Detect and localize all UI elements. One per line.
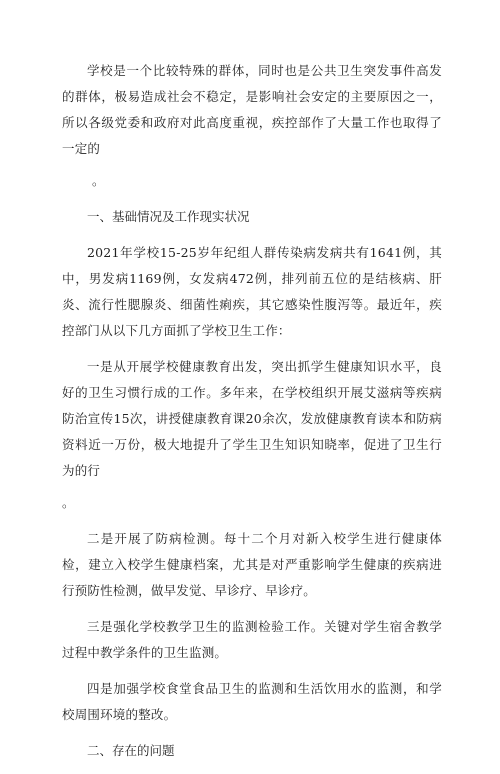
section-1-heading: 一、基础情况及工作现实状况 <box>87 209 250 224</box>
intro-paragraph: 学校是一个比较特殊的群体，同时也是公共卫生突发事件高发的群体，极易造成社会不稳定，是影响社会安定的主要原因之一，所以各级党委和政府对此高度重视，疾控部作了大量工作也取得了一定的 <box>62 63 442 156</box>
document-page <box>62 58 442 774</box>
section-1-paragraph-statistics: 2021年学校15-25岁年纪组人群传染病发病共有1641例，其中，男发病1169例，女发病472例，排列前五位的是结核病、肝炎、流行性腮腺炎、细菌性痢疾，其它感染性腹泻等。最近年，疾控部门从以下几方面抓了学校卫生工作： <box>62 245 442 338</box>
section-1-paragraph-disease-screening: 二是开展了防病检测。每十二个月对新入校学生进行健康体检，建立入校学生健康档案，尤其是对严重影响学生健康的疾病进行预防性检测，做早发觉、早诊疗、早诊疗。 <box>62 531 442 598</box>
section-2-heading: 二、存在的问题 <box>87 743 175 758</box>
section-1-paragraph-teaching-hygiene: 三是强化学校教学卫生的监测检验工作。关键对学生宿舍教学过程中教学条件的卫生监测。 <box>62 619 442 660</box>
section-1-paragraph-health-education: 一是从开展学校健康教育出发，突出抓学生健康知识水平，良好的卫生习惯行成的工作。多年来，在学校组织开展艾滋病等疾病防治宣传15次，讲授健康教育课20余次，发放健康教育读本和防病资料近一万份，极大地提升了学生卫生知识知晓率，促进了卫生行为的行 <box>62 359 442 478</box>
intro-paragraph-tail: 。 <box>92 173 105 188</box>
section-1-paragraph-health-education-tail: 。 <box>62 495 75 510</box>
section-1-paragraph-food-water: 四是加强学校食堂食品卫生的监测和生活饮用水的监测，和学校周围环境的整改。 <box>62 681 442 722</box>
